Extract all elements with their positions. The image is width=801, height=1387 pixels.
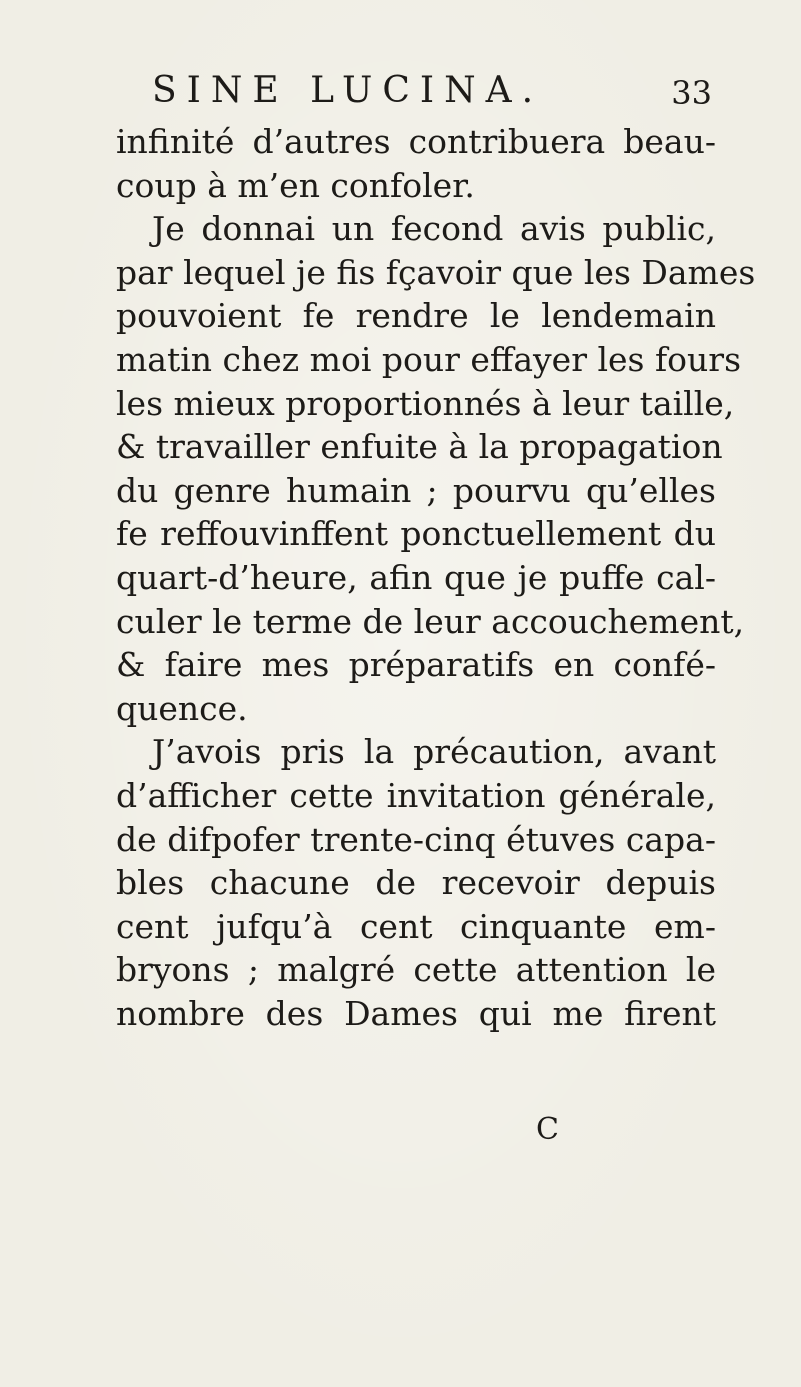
text-line: nombre des Dames qui me firent xyxy=(116,993,716,1033)
text-line: & faire mes préparatifs en confé- xyxy=(116,645,716,685)
text-line: matin chez moi pour effayer les fours xyxy=(116,339,742,379)
signature-mark: C xyxy=(536,1112,559,1147)
text-line: & travailler enfuite à la propagation xyxy=(116,427,723,467)
text-line: Je donnai un fecond avis public, xyxy=(152,209,716,249)
page-number: 33 xyxy=(671,74,712,112)
text-line: bryons ; malgré cette attention le xyxy=(116,950,716,990)
text-line: cent jufqu’à cent cinquante em- xyxy=(116,906,716,946)
text-line: fe reffouvinffent ponctuellement du xyxy=(116,514,716,554)
text-line: quence. xyxy=(116,688,248,728)
text-line: quart-d’heure, afin que je puffe cal- xyxy=(116,557,716,597)
text-line: par lequel je fis fçavoir que les Dames xyxy=(116,252,756,292)
text-line: coup à m’en confoler. xyxy=(116,165,475,205)
running-head-title: SINE LUCINA. xyxy=(152,70,544,111)
text-line: du genre humain ; pourvu qu’elles xyxy=(116,470,716,510)
text-line: de difpofer trente-cinq étuves capa- xyxy=(116,819,716,859)
text-line: d’afficher cette invitation générale, xyxy=(116,775,716,815)
running-head xyxy=(152,70,712,118)
text-line: bles chacune de recevoir depuis xyxy=(116,863,716,903)
body-text xyxy=(116,120,756,1035)
text-line: culer le terme de leur accouchement, xyxy=(116,601,745,641)
text-line: J’avois pris la précaution, avant xyxy=(152,732,716,772)
text-line: les mieux proportionnés à leur taille, xyxy=(116,383,735,423)
text-line: pouvoient fe rendre le lendemain xyxy=(116,296,716,336)
text-line: infinité d’autres contribuera beau- xyxy=(116,122,716,161)
